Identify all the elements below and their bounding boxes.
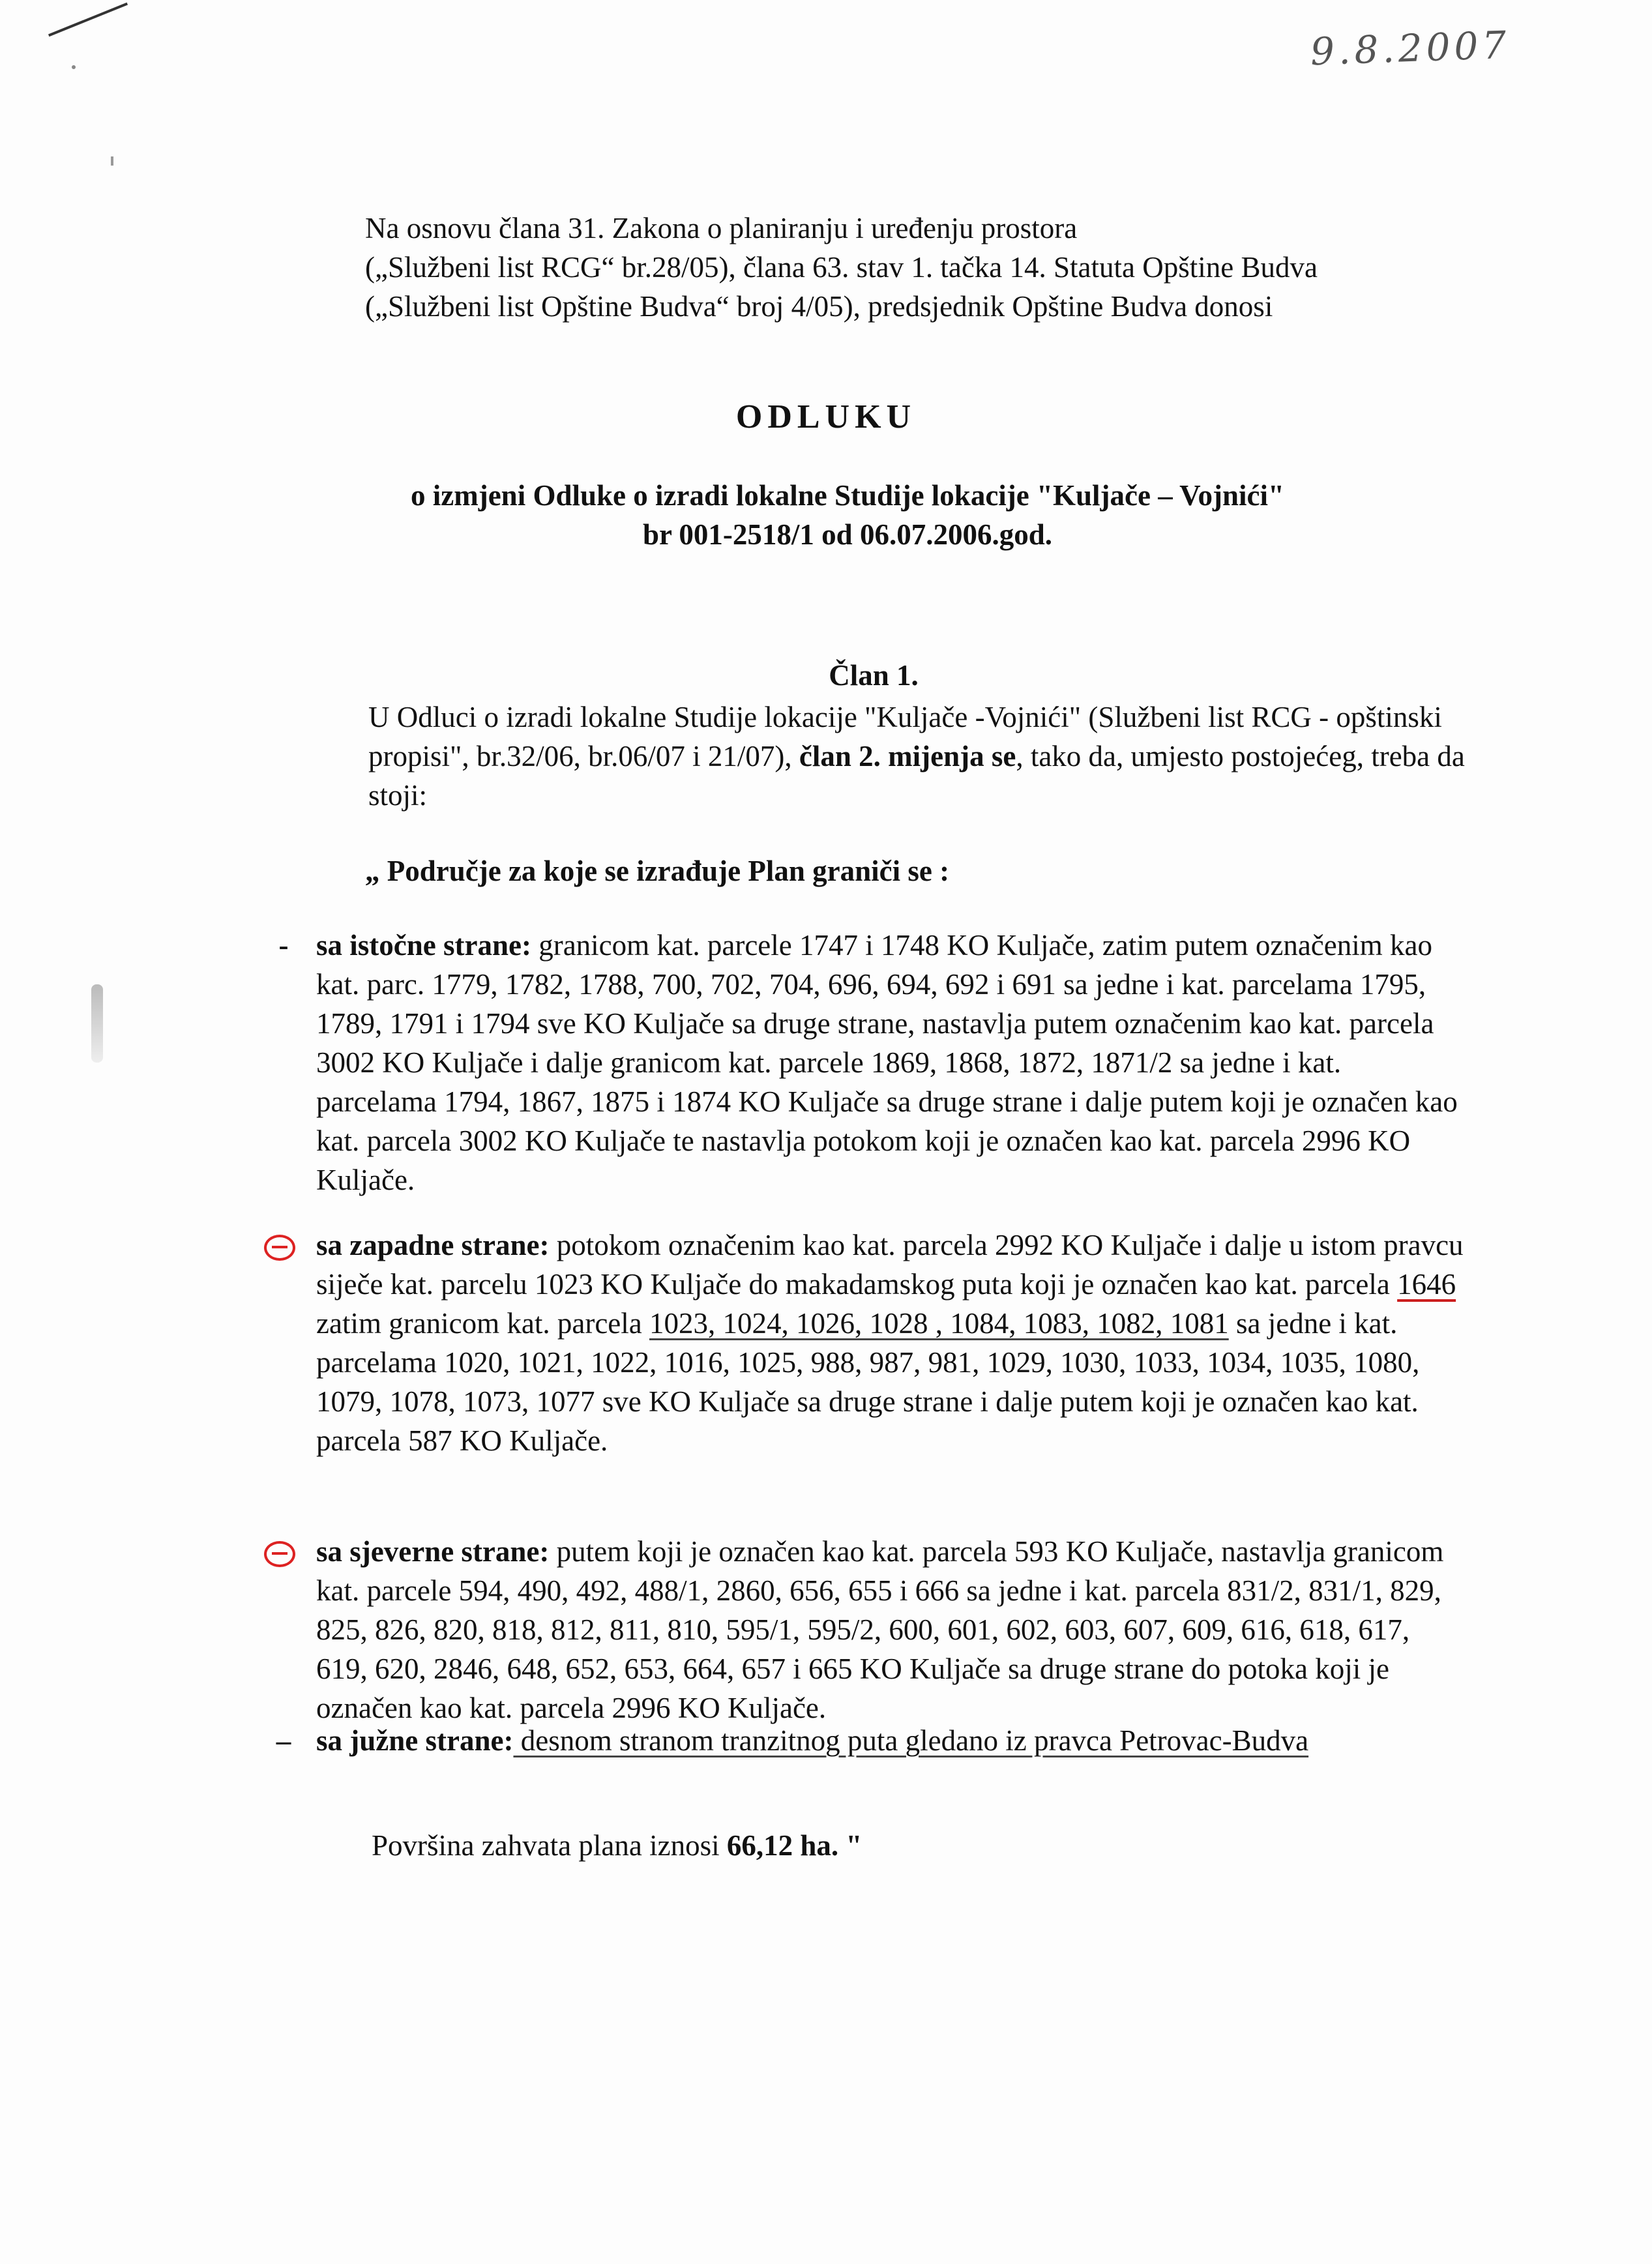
boundary-label: sa zapadne strane: <box>316 1229 550 1261</box>
boundary-text: granicom kat. parcele 1747 i 1748 KO Kuljače, zatim putem označenim kao kat. parc. 1779, 1782, 1788, 700, 702, 704, 696, 694, 692 i 691 sa jedne i kat. parcelama 1795, 1789, 1791 i 1794 sve KO Kuljače sa druge strane, nastavlja putem označenim kao kat. parcela 3002 KO Kuljače i dalje granicom kat. parcele 1869, 1868, 1872, 1871/2 sa jedne i kat. parcelama 1794, 1867, 1875 i 1874 KO Kuljače sa druge strane i dalje putem koji je označen kao kat. parcela 3002 KO Kuljače te nastavlja potokom koji je označen kao kat. parcela 2996 KO Kuljače. <box>316 929 1458 1196</box>
boundary-north <box>316 1532 1464 1727</box>
scan-speck <box>72 65 76 69</box>
parcel-list-underlined: 1023, 1024, 1026, 1028 , 1084, 1083, 1082, 1081 <box>649 1307 1229 1340</box>
boundary-label: sa južne strane: <box>316 1724 514 1757</box>
article-paragraph <box>264 698 1477 815</box>
area-text: Površina zahvata plana iznosi <box>372 1829 727 1862</box>
boundary-east <box>278 926 1464 1199</box>
boundary-text: potokom označenim kao kat. parcela 2992 KO Kuljače i dalje u istom pravcu siječe kat. parcelu 1023 KO Kuljače do makadamskog puta koji je označen kao kat. parcela <box>316 1229 1464 1301</box>
article-text: , tako da, umjesto postojećeg, treba da stoji: <box>368 740 1465 812</box>
document-subtitle <box>261 476 1434 554</box>
area-value: 66,12 ha. <box>726 1829 839 1862</box>
list-marker: - <box>278 929 289 962</box>
boundary-heading: „ Područje za koje se izrađuje Plan graniči se : <box>365 855 950 887</box>
article-text: U Odluci o izradi lokalne Studije lokacije "Kuljače -Vojnići" (Službeni list RCG - opštinski propisi", br.32/06, br.06/07 i 21/07), <box>368 701 1442 772</box>
boundary-text: zatim granicom kat. parcela <box>316 1307 649 1340</box>
scan-pen-stroke <box>48 3 128 37</box>
boundary-text: sa jedne i kat. parcelama 1020, 1021, 1022, 1016, 1025, 988, 987, 981, 1029, 1030, 1033, 1034, 1035, 1080, 1079, 1078, 1073, 1077 sve KO Kuljače sa druge strane i dalje putem koji je označen kao kat. parcela 587 KO Kuljače. <box>316 1307 1420 1457</box>
boundary-south <box>276 1721 1464 1760</box>
parcel-underlined: 1646 <box>1397 1268 1456 1301</box>
red-circle-annotation-icon <box>264 1235 295 1261</box>
scan-smudge <box>91 984 103 1063</box>
handwritten-date: 9.8.2007 <box>1309 22 1511 74</box>
intro-line: („Službeni list RCG“ br.28/05), člana 63. stav 1. tačka 14. Statuta Opštine Budva <box>365 251 1318 284</box>
document-title: ODLUKU <box>735 398 917 435</box>
subtitle-line: o izmjeni Odluke o izradi lokalne Studije lokacije "Kuljače – Vojnići" <box>411 479 1284 512</box>
boundary-label: sa istočne strane: <box>316 929 531 962</box>
boundary-west <box>316 1226 1464 1460</box>
boundary-text: putem koji je označen kao kat. parcela 593 KO Kuljače, nastavlja granicom kat. parcele 594, 490, 492, 488/1, 2860, 656, 655 i 666 sa jedne i kat. parcela 831/2, 831/1, 829, 825, 826, 820, 818, 812, 811, 810, 595/1, 595/2, 600, 601, 602, 603, 607, 609, 616, 618, 617, 619, 620, 2846, 648, 652, 653, 664, 657 i 665 KO Kuljače sa druge strane do potoka koji je označen kao kat. parcela 2996 KO Kuljače. <box>316 1535 1444 1724</box>
red-circle-annotation-icon <box>264 1541 295 1567</box>
article-heading: Član 1. <box>829 659 919 692</box>
area-statement <box>372 1829 862 1862</box>
article-text-bold: član 2. mijenja se <box>799 740 1016 772</box>
area-closing-quote: " <box>838 1829 863 1862</box>
intro-paragraph <box>365 209 1473 326</box>
intro-line: („Službeni list Opštine Budva“ broj 4/05), predsjednik Opštine Budva donosi <box>365 290 1273 323</box>
subtitle-line: br 001-2518/1 od 06.07.2006.god. <box>643 518 1052 551</box>
boundary-text: desnom stranom tranzitnog puta gledano iz pravca Petrovac-Budva <box>513 1724 1309 1757</box>
boundary-label: sa sjeverne strane: <box>316 1535 550 1568</box>
intro-line: Na osnovu člana 31. Zakona o planiranju i uređenju prostora <box>365 212 1078 244</box>
scan-speck <box>111 156 113 166</box>
list-marker: – <box>276 1724 291 1757</box>
